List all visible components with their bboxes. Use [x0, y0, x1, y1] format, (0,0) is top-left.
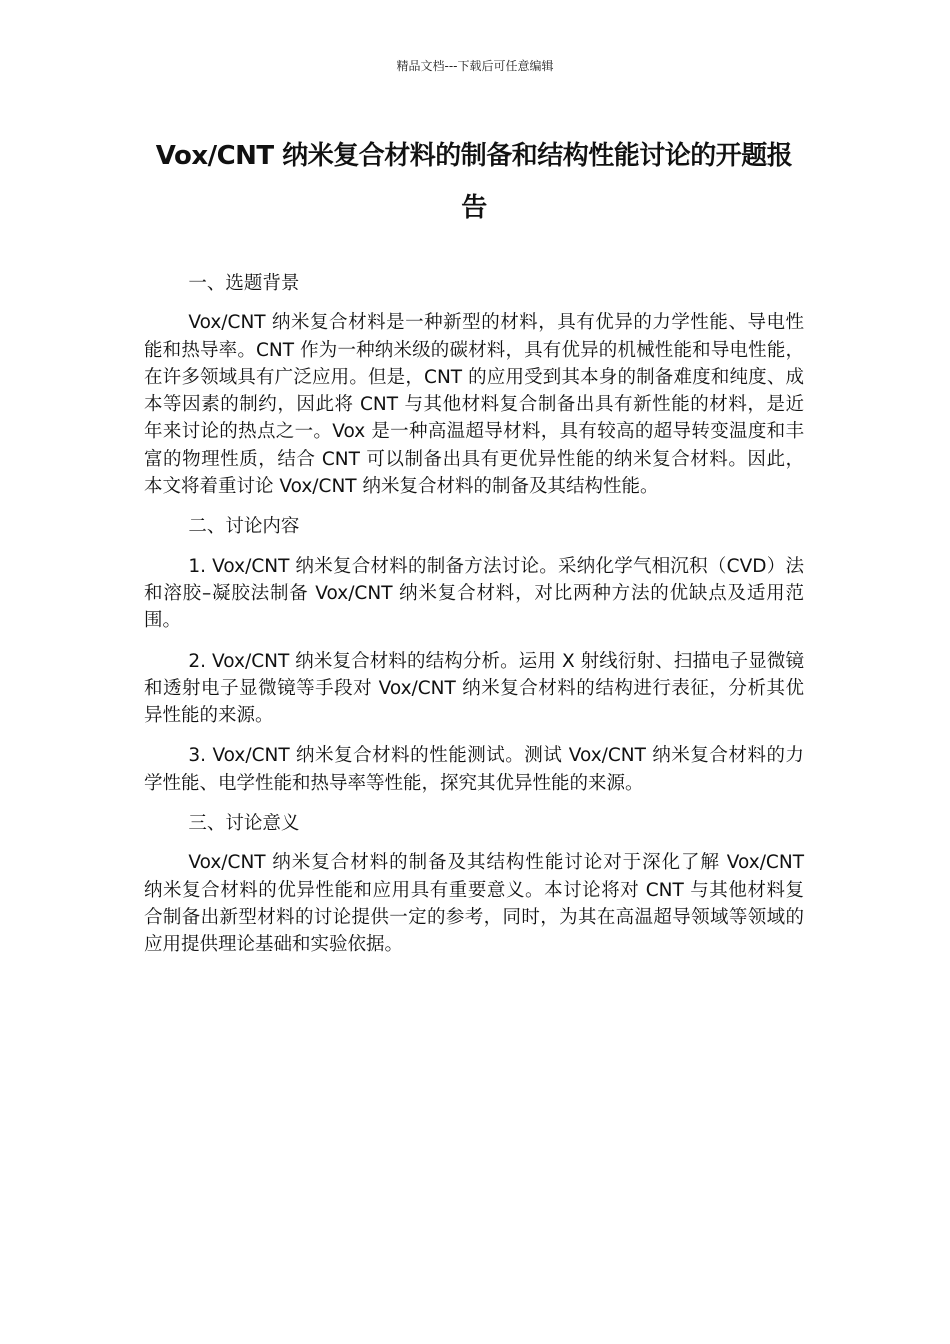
- background-paragraph: Vox/CNT 纳米复合材料是一种新型的材料，具有优异的力学性能、导电性能和热导率。CNT 作为一种纳米级的碳材料，具有优异的机械性能和导电性能，在许多领域具有广泛应用。但是，CNT 的应用受到其本身的制备难度和纯度、成本等因素的制约，因此将 CNT 与其他材料复合制备出具有新性能的材料，是近年来讨论的热点之一。Vox 是一种高温超导材料，具有较高的超导转变温度和丰富的物理性质，结合 CNT 可以制备出具有更优异性能的纳米复合材料。因此，本文将着重讨论 Vox/CNT 纳米复合材料的制备及其结构性能。: [144, 312, 804, 498]
- section-heading-background: 一、选题背景: [188, 273, 300, 294]
- section-heading-significance: 三、讨论意义: [188, 813, 300, 835]
- content-item: 1. Vox/CNT 纳米复合材料的制备方法讨论。采纳化学气相沉积（CVD）法和溶胶–凝胶法制备 Vox/CNT 纳米复合材料，对比两种方法的优缺点及适用范围。: [144, 555, 804, 632]
- document-body: [144, 270, 804, 972]
- content-item: 2. Vox/CNT 纳米复合材料的结构分析。运用 X 射线衍射、扫描电子显微镜和透射电子显微镜等手段对 Vox/CNT 纳米复合材料的结构进行表征，分析其优异性能的来源。: [144, 650, 804, 727]
- page-header-note: 精品文档---下载后可任意编辑: [396, 59, 554, 73]
- content-item: 3. Vox/CNT 纳米复合材料的性能测试。测试 Vox/CNT 纳米复合材料的力学性能、电学性能和热导率等性能，探究其优异性能的来源。: [144, 745, 804, 794]
- section-heading-content: 二、讨论内容: [188, 516, 300, 538]
- significance-paragraph: Vox/CNT 纳米复合材料的制备及其结构性能讨论对于深化了解 Vox/CNT 纳米复合材料的优异性能和应用具有重要意义。本讨论将对 CNT 与其他材料复合制备出新型材料的讨论提供一定的参考，同时，为其在高温超导领域等领域的应用提供理论基础和实验依据。: [144, 852, 804, 956]
- document-title: Vox/CNT 纳米复合材料的制备和结构性能讨论的开题报告: [155, 141, 793, 223]
